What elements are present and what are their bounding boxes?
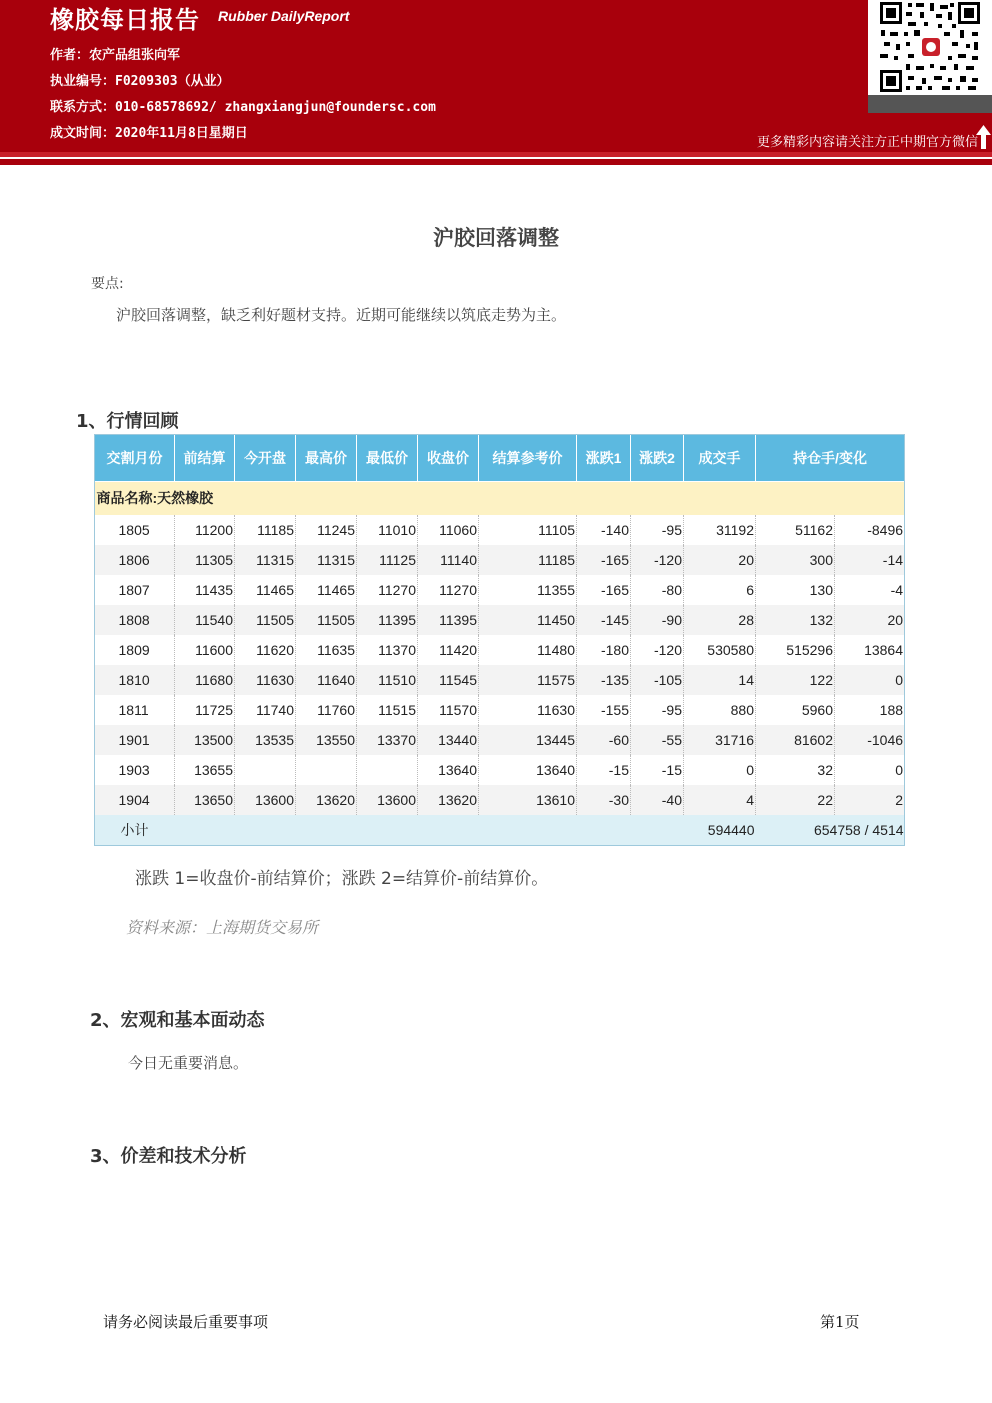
table-cell: 20	[835, 605, 905, 635]
table-row	[95, 515, 905, 545]
table-cell: 11465	[235, 575, 296, 605]
table-cell: 1808	[95, 605, 175, 635]
table-cell: -105	[631, 665, 684, 695]
col-header: 成交手	[684, 435, 756, 482]
data-source: 资料来源：上海期货交易所	[126, 918, 319, 937]
author-line: 作者：农产品组张向军	[50, 48, 181, 63]
table-cell: -155	[577, 695, 631, 725]
table-cell: 51162	[756, 515, 835, 545]
summary-volume: 594440	[684, 815, 756, 846]
table-cell: -1046	[835, 725, 905, 755]
table-cell: 13620	[296, 785, 357, 815]
header-divider-dark	[0, 159, 992, 165]
table-cell: -80	[631, 575, 684, 605]
page-number: 第1页	[820, 1313, 860, 1331]
table-cell: -90	[631, 605, 684, 635]
table-cell: -145	[577, 605, 631, 635]
table-cell: 11185	[479, 545, 577, 575]
macro-text: 今日无重要消息。	[128, 1054, 249, 1072]
table-cell: 880	[684, 695, 756, 725]
col-header: 最低价	[357, 435, 418, 482]
table-cell: 4	[684, 785, 756, 815]
table-cell: 28	[684, 605, 756, 635]
table-cell: 530580	[684, 635, 756, 665]
table-cell: 0	[835, 755, 905, 785]
table-cell: 132	[756, 605, 835, 635]
market-table	[94, 434, 905, 846]
col-header: 持仓手/变化	[756, 435, 905, 482]
table-note: 涨跌 1=收盘价-前结算价；涨跌 2=结算价-前结算价。	[135, 869, 549, 889]
arrow-up-icon	[975, 124, 992, 150]
category-label: 商品名称:天然橡胶	[95, 482, 905, 515]
table-cell	[235, 755, 296, 785]
table-cell: -165	[577, 575, 631, 605]
summary-open-interest: 654758 / 4514	[756, 815, 905, 846]
table-cell: 13640	[418, 755, 479, 785]
table-cell: 11545	[418, 665, 479, 695]
table-row	[95, 725, 905, 755]
key-points-text: 沪胶回落调整，缺乏利好题材支持。近期可能继续以筑底走势为主。	[116, 306, 567, 324]
table-row	[95, 695, 905, 725]
table-cell: 1904	[95, 785, 175, 815]
table-cell	[296, 755, 357, 785]
table-cell: 11140	[418, 545, 479, 575]
table-cell	[357, 755, 418, 785]
table-cell: -15	[631, 755, 684, 785]
table-cell: 11570	[418, 695, 479, 725]
table-cell: 11740	[235, 695, 296, 725]
table-row	[95, 665, 905, 695]
table-cell: -60	[577, 725, 631, 755]
table-cell: 11270	[357, 575, 418, 605]
table-cell: -165	[577, 545, 631, 575]
table-cell: 20	[684, 545, 756, 575]
table-row	[95, 605, 905, 635]
table-cell: 1806	[95, 545, 175, 575]
table-cell: -30	[577, 785, 631, 815]
table-cell: 11725	[175, 695, 235, 725]
table-cell: -120	[631, 545, 684, 575]
table-cell: 130	[756, 575, 835, 605]
table-cell: -40	[631, 785, 684, 815]
section-spread-technical: 3、价差和技术分析	[90, 1146, 247, 1167]
table-cell: -15	[577, 755, 631, 785]
follow-wechat-text: 更多精彩内容请关注方正中期官方微信	[756, 135, 978, 150]
table-cell: 11630	[235, 665, 296, 695]
table-cell: 1811	[95, 695, 175, 725]
table-row	[95, 635, 905, 665]
report-header	[0, 0, 992, 152]
table-cell: 31716	[684, 725, 756, 755]
section-macro-fundamentals: 2、宏观和基本面动态	[90, 1010, 265, 1031]
table-cell: 13370	[357, 725, 418, 755]
col-header: 今开盘	[235, 435, 296, 482]
col-header: 前结算	[175, 435, 235, 482]
table-cell: 1810	[95, 665, 175, 695]
category-row	[95, 482, 905, 515]
table-cell: 5960	[756, 695, 835, 725]
table-cell: -135	[577, 665, 631, 695]
section-market-review: 1、行情回顾	[76, 411, 179, 432]
col-header: 涨跌2	[631, 435, 684, 482]
table-cell: 11355	[479, 575, 577, 605]
table-cell: 31192	[684, 515, 756, 545]
table-cell: -4	[835, 575, 905, 605]
table-cell: 1805	[95, 515, 175, 545]
table-row	[95, 785, 905, 815]
table-cell: 11510	[357, 665, 418, 695]
table-cell: 1809	[95, 635, 175, 665]
table-cell: 13440	[418, 725, 479, 755]
summary-label: 小计	[95, 815, 684, 846]
table-cell: 11680	[175, 665, 235, 695]
table-cell: 0	[835, 665, 905, 695]
table-cell: 11465	[296, 575, 357, 605]
table-cell: 11640	[296, 665, 357, 695]
table-cell: -180	[577, 635, 631, 665]
table-cell: 11315	[235, 545, 296, 575]
table-cell: 11060	[418, 515, 479, 545]
table-cell: -8496	[835, 515, 905, 545]
table-cell: 11480	[479, 635, 577, 665]
table-cell: 13445	[479, 725, 577, 755]
table-cell: 11395	[418, 605, 479, 635]
col-header: 结算参考价	[479, 435, 577, 482]
table-row	[95, 545, 905, 575]
table-cell: 13535	[235, 725, 296, 755]
table-cell: -140	[577, 515, 631, 545]
license-line: 执业编号：F0209303（从业）	[50, 74, 230, 89]
table-cell: 13600	[357, 785, 418, 815]
table-cell: -95	[631, 515, 684, 545]
table-cell: 11370	[357, 635, 418, 665]
table-cell: 11185	[235, 515, 296, 545]
table-cell: 11760	[296, 695, 357, 725]
table-cell: 300	[756, 545, 835, 575]
table-cell: 13620	[418, 785, 479, 815]
table-cell: 14	[684, 665, 756, 695]
table-cell: 11575	[479, 665, 577, 695]
table-cell: 11420	[418, 635, 479, 665]
table-cell: 11630	[479, 695, 577, 725]
table-row	[95, 575, 905, 605]
footer-disclaimer: 请务必阅读最后重要事项	[103, 1313, 269, 1331]
table-cell: 32	[756, 755, 835, 785]
table-cell: 2	[835, 785, 905, 815]
table-cell: 13640	[479, 755, 577, 785]
table-cell: 13600	[235, 785, 296, 815]
table-cell: 11450	[479, 605, 577, 635]
table-cell: 11305	[175, 545, 235, 575]
report-title: 橡胶每日报告	[50, 6, 200, 34]
table-cell: -14	[835, 545, 905, 575]
table-cell: 22	[756, 785, 835, 815]
header-divider-light	[0, 152, 992, 157]
table-cell: 11435	[175, 575, 235, 605]
table-cell: 11635	[296, 635, 357, 665]
table-cell: 13610	[479, 785, 577, 815]
table-cell: 13550	[296, 725, 357, 755]
table-cell: 11125	[357, 545, 418, 575]
table-cell: 11620	[235, 635, 296, 665]
document-title: 沪胶回落调整	[433, 226, 559, 250]
table-cell: 515296	[756, 635, 835, 665]
col-header: 交割月份	[95, 435, 175, 482]
table-cell: 188	[835, 695, 905, 725]
contact-line: 联系方式：010-68578692/ zhangxiangjun@foundersc.com	[50, 100, 436, 115]
table-cell: 1901	[95, 725, 175, 755]
table-cell: 11540	[175, 605, 235, 635]
table-cell: 11505	[235, 605, 296, 635]
table-cell: -120	[631, 635, 684, 665]
table-cell: 1903	[95, 755, 175, 785]
table-cell: 122	[756, 665, 835, 695]
report-subtitle: Rubber DailyReport	[218, 8, 350, 24]
key-points-label: 要点:	[91, 276, 124, 292]
col-header: 涨跌1	[577, 435, 631, 482]
table-cell: 81602	[756, 725, 835, 755]
table-cell: 1807	[95, 575, 175, 605]
table-cell: 11515	[357, 695, 418, 725]
col-header: 收盘价	[418, 435, 479, 482]
table-cell: 13500	[175, 725, 235, 755]
table-cell: 11505	[296, 605, 357, 635]
table-cell: 11010	[357, 515, 418, 545]
table-row	[95, 755, 905, 785]
table-cell: -95	[631, 695, 684, 725]
table-cell: 11200	[175, 515, 235, 545]
table-cell: 11270	[418, 575, 479, 605]
table-cell: 13864	[835, 635, 905, 665]
table-cell: 11245	[296, 515, 357, 545]
table-cell: -55	[631, 725, 684, 755]
table-cell: 6	[684, 575, 756, 605]
table-cell: 11315	[296, 545, 357, 575]
table-cell: 11600	[175, 635, 235, 665]
table-cell: 11105	[479, 515, 577, 545]
table-cell: 13650	[175, 785, 235, 815]
table-cell: 0	[684, 755, 756, 785]
date-line: 成文时间：2020年11月8日星期日	[50, 126, 248, 141]
qr-footer-bar	[868, 95, 992, 113]
table-cell: 13655	[175, 755, 235, 785]
table-header-row	[95, 435, 905, 482]
summary-row	[95, 815, 905, 846]
col-header: 最高价	[296, 435, 357, 482]
table-cell: 11395	[357, 605, 418, 635]
